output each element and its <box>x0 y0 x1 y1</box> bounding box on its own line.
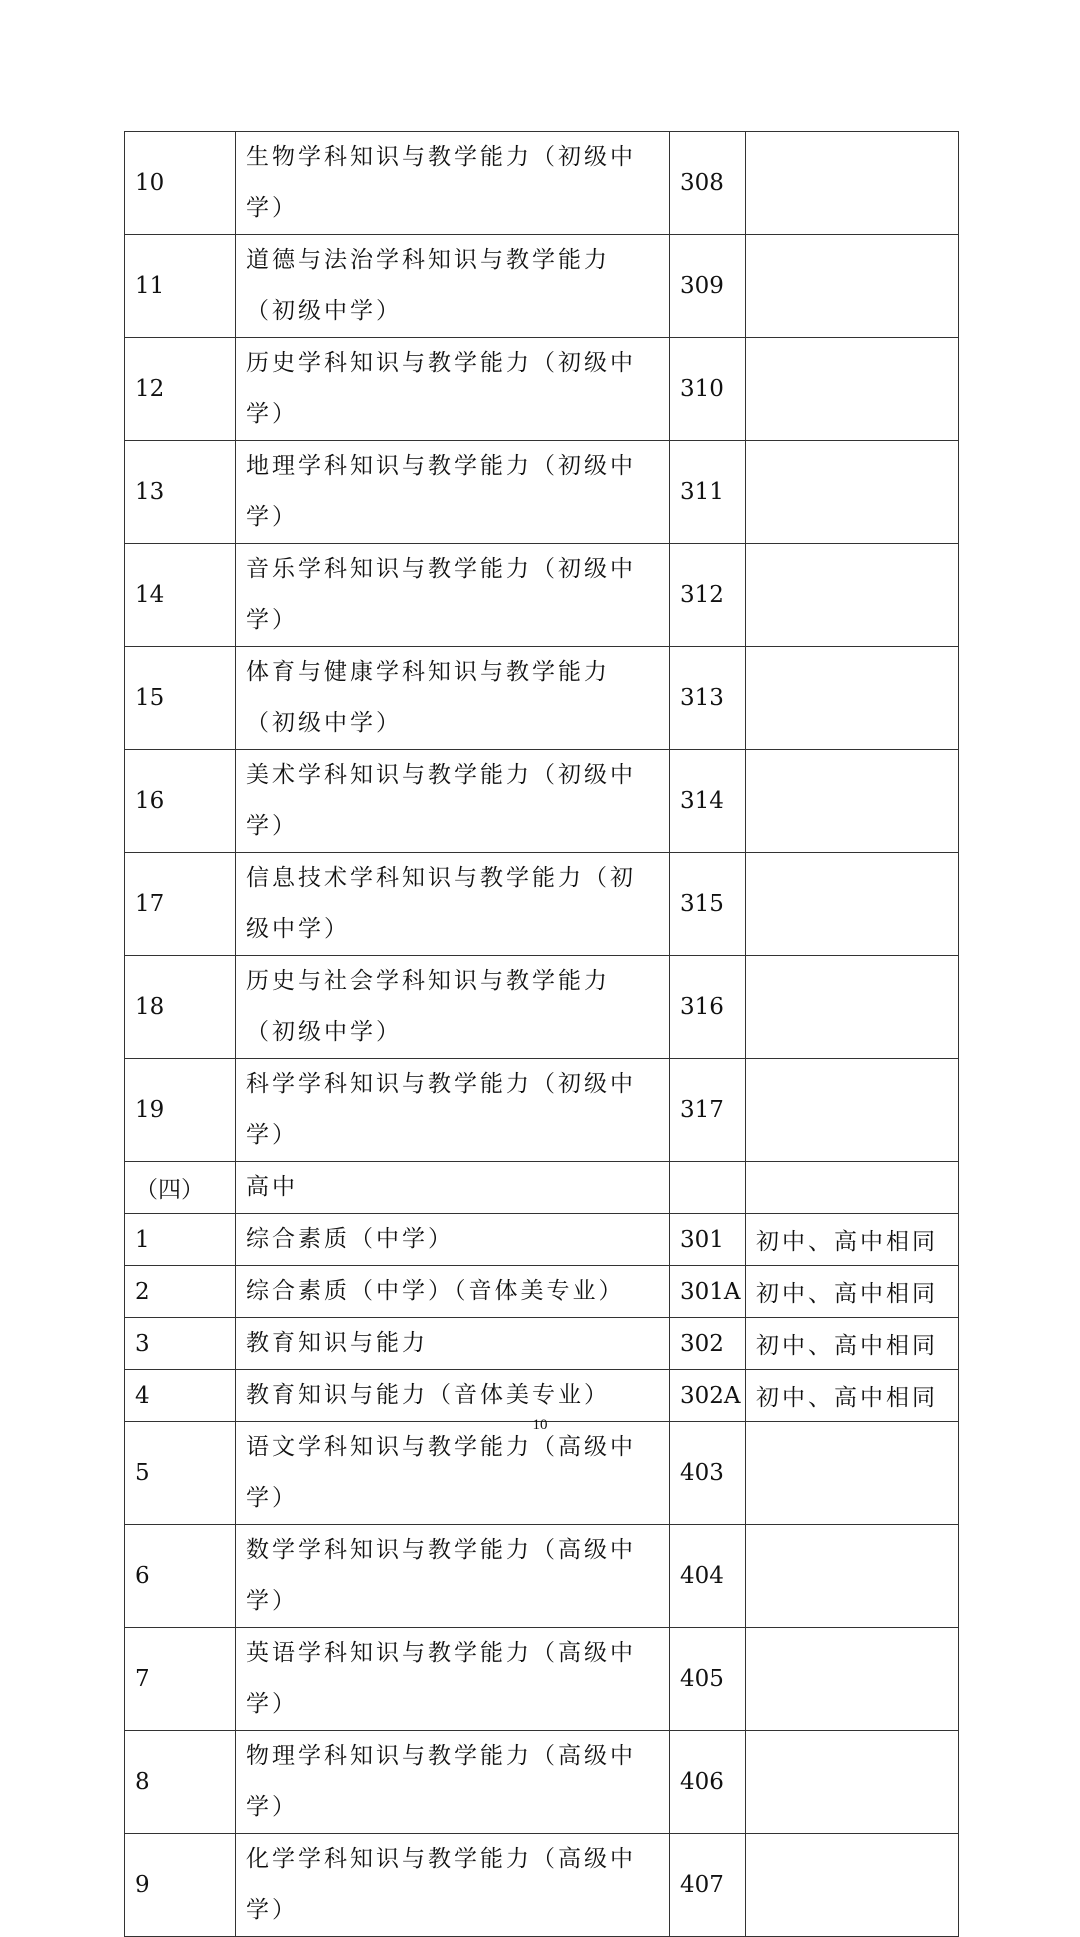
subject-note: 初中、高中相同 <box>746 1266 959 1318</box>
subject-code: 308 <box>670 132 746 235</box>
table-row <box>125 956 959 1059</box>
subject-code: 310 <box>670 338 746 441</box>
row-number: 15 <box>125 647 236 750</box>
table-row <box>125 338 959 441</box>
row-number: 6 <box>125 1525 236 1628</box>
subject-name: 英语学科知识与教学能力（高级中学） <box>236 1628 670 1731</box>
subject-note <box>746 338 959 441</box>
subject-note: 初中、高中相同 <box>746 1318 959 1370</box>
subject-code: 314 <box>670 750 746 853</box>
subject-code: 311 <box>670 441 746 544</box>
subject-name: 综合素质（中学）（音体美专业） <box>236 1266 670 1318</box>
subject-name: 化学学科知识与教学能力（高级中学） <box>236 1834 670 1937</box>
subject-note <box>746 956 959 1059</box>
table-row <box>125 1834 959 1937</box>
subject-name: 生物学科知识与教学能力（初级中学） <box>236 132 670 235</box>
row-number: 1 <box>125 1214 236 1266</box>
subject-note <box>746 1628 959 1731</box>
table-row <box>125 1266 959 1318</box>
subject-code: 404 <box>670 1525 746 1628</box>
subject-note <box>746 544 959 647</box>
subject-note <box>746 1422 959 1525</box>
subject-name: 教育知识与能力（音体美专业） <box>236 1370 670 1422</box>
row-number: 17 <box>125 853 236 956</box>
table-row <box>125 1422 959 1525</box>
row-number: 7 <box>125 1628 236 1731</box>
row-number: 8 <box>125 1731 236 1834</box>
subject-name: 美术学科知识与教学能力（初级中学） <box>236 750 670 853</box>
subject-code: 312 <box>670 544 746 647</box>
section-title: 高中 <box>236 1162 670 1214</box>
subject-code: 301 <box>670 1214 746 1266</box>
subject-note <box>746 1162 959 1214</box>
table-row <box>125 1059 959 1162</box>
subject-name: 教育知识与能力 <box>236 1318 670 1370</box>
row-number: 19 <box>125 1059 236 1162</box>
table-row <box>125 1628 959 1731</box>
table-row <box>125 1731 959 1834</box>
row-number: 10 <box>125 132 236 235</box>
subject-name: 科学学科知识与教学能力（初级中学） <box>236 1059 670 1162</box>
table-row <box>125 1370 959 1422</box>
row-number: 3 <box>125 1318 236 1370</box>
subject-name: 道德与法治学科知识与教学能力（初级中学） <box>236 235 670 338</box>
table-row <box>125 750 959 853</box>
table-row <box>125 235 959 338</box>
subject-name: 历史与社会学科知识与教学能力（初级中学） <box>236 956 670 1059</box>
table-row <box>125 132 959 235</box>
subject-code: 403 <box>670 1422 746 1525</box>
subject-note <box>746 441 959 544</box>
page-number: 10 <box>532 1417 548 1433</box>
subject-code: 315 <box>670 853 746 956</box>
subject-code: 317 <box>670 1059 746 1162</box>
table-row <box>125 853 959 956</box>
row-number: 9 <box>125 1834 236 1937</box>
subject-name: 信息技术学科知识与教学能力（初级中学） <box>236 853 670 956</box>
subject-note <box>746 853 959 956</box>
subject-name: 语文学科知识与教学能力（高级中学） <box>236 1422 670 1525</box>
subject-note <box>746 1059 959 1162</box>
table-row <box>125 1525 959 1628</box>
subject-code: 302A <box>670 1370 746 1422</box>
subject-note: 初中、高中相同 <box>746 1214 959 1266</box>
subject-code: 407 <box>670 1834 746 1937</box>
section-number: （四） <box>125 1162 236 1214</box>
subject-code: 405 <box>670 1628 746 1731</box>
subject-note <box>746 647 959 750</box>
row-number: 16 <box>125 750 236 853</box>
exam-subject-table <box>124 131 959 1937</box>
row-number: 5 <box>125 1422 236 1525</box>
subject-code: 301A <box>670 1266 746 1318</box>
table-row <box>125 544 959 647</box>
subject-code: 313 <box>670 647 746 750</box>
row-number: 13 <box>125 441 236 544</box>
table-row <box>125 1318 959 1370</box>
table-row <box>125 441 959 544</box>
row-number: 4 <box>125 1370 236 1422</box>
subject-note <box>746 750 959 853</box>
subject-code <box>670 1162 746 1214</box>
subject-note <box>746 1834 959 1937</box>
subject-name: 音乐学科知识与教学能力（初级中学） <box>236 544 670 647</box>
subject-code: 316 <box>670 956 746 1059</box>
subject-code: 309 <box>670 235 746 338</box>
row-number: 14 <box>125 544 236 647</box>
subject-note <box>746 1525 959 1628</box>
row-number: 2 <box>125 1266 236 1318</box>
row-number: 12 <box>125 338 236 441</box>
row-number: 18 <box>125 956 236 1059</box>
subject-note <box>746 132 959 235</box>
table-row <box>125 647 959 750</box>
subject-name: 综合素质（中学） <box>236 1214 670 1266</box>
subject-name: 数学学科知识与教学能力（高级中学） <box>236 1525 670 1628</box>
table-row <box>125 1214 959 1266</box>
subject-name: 物理学科知识与教学能力（高级中学） <box>236 1731 670 1834</box>
subject-code: 302 <box>670 1318 746 1370</box>
subject-name: 历史学科知识与教学能力（初级中学） <box>236 338 670 441</box>
section-header-row <box>125 1162 959 1214</box>
subject-name: 地理学科知识与教学能力（初级中学） <box>236 441 670 544</box>
subject-code: 406 <box>670 1731 746 1834</box>
subject-note: 初中、高中相同 <box>746 1370 959 1422</box>
subject-note <box>746 235 959 338</box>
subject-note <box>746 1731 959 1834</box>
row-number: 11 <box>125 235 236 338</box>
subject-name: 体育与健康学科知识与教学能力（初级中学） <box>236 647 670 750</box>
